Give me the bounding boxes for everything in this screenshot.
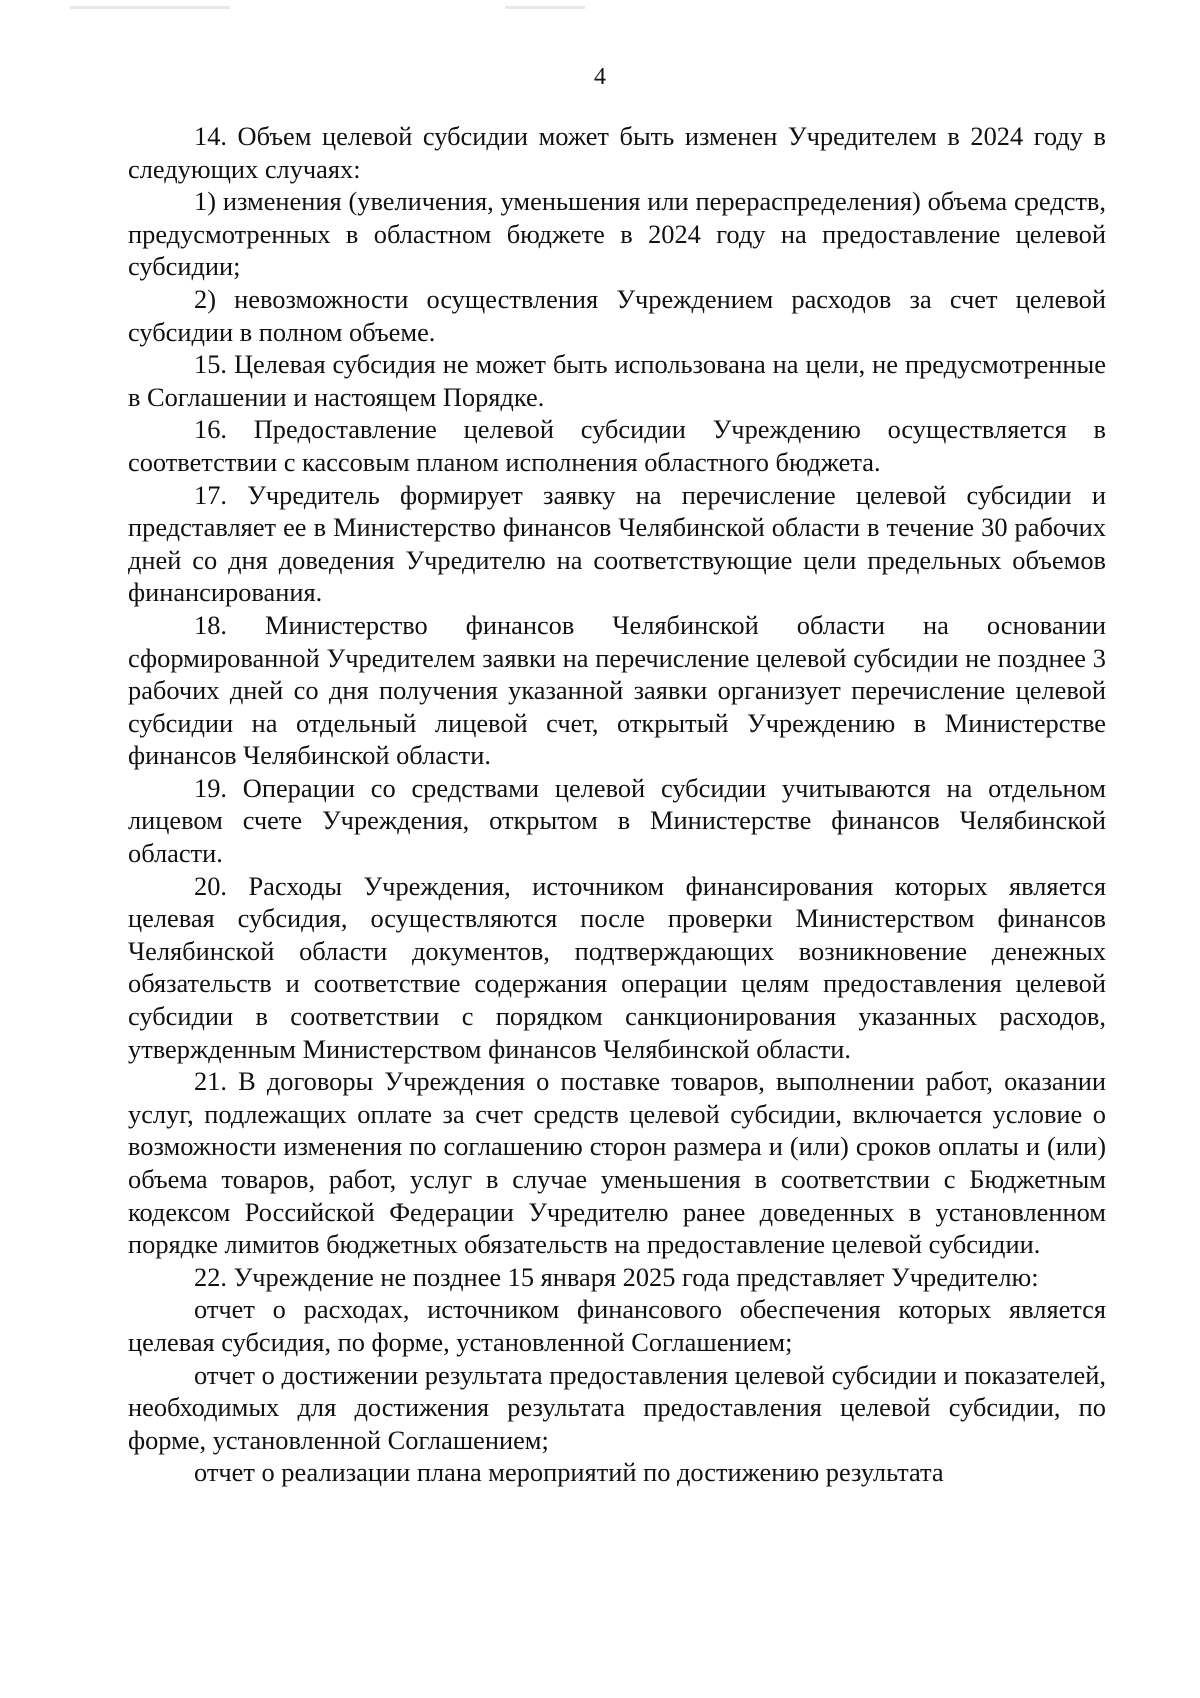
paragraph: 1) изменения (увеличения, уменьшения или перераспределения) объема средств, предусмотренных в областном бюджете в 2024 году на предоставление целевой субсидии; (128, 186, 1106, 282)
page-number: 4 (594, 64, 606, 90)
paragraph: 20. Расходы Учреждения, источником финансирования которых является целевая субсидия, осуществляются после проверки Министерством финансов Челябинской области документов, подтверждающих возникновение денежных обязательств и соответствие содержания операции целям предоставления целевой субсидии в соответствии с порядком санкционирования указанных расходов, утвержденным Министерством финансов Челябинской области. (128, 870, 1106, 1064)
paragraph: 2) невозможности осуществления Учреждением расходов за счет целевой субсидии в полном объеме. (128, 283, 1106, 347)
paragraph: 17. Учредитель формирует заявку на перечисление целевой субсидии и представляет ее в Министерство финансов Челябинской области в течение 30 рабочих дней со дня доведения Учредителю на соответствующие цели предельных объемов финансирования. (128, 479, 1106, 608)
scan-artifact (70, 6, 230, 9)
paragraph: отчет о реализации плана мероприятий по достижению результата (194, 1457, 944, 1488)
paragraph: 21. В договоры Учреждения о поставке товаров, выполнении работ, оказании услуг, подлежащих оплате за счет средств целевой субсидии, включается условие о возможности изменения по соглашению сторон размера и (или) сроков оплаты и (или) объема товаров, работ, услуг в случае уменьшения в соответствии с Бюджетным кодексом Российской Федерации Учредителю ранее доведенных в установленном порядке лимитов бюджетных обязательств на предоставление целевой субсидии. (128, 1066, 1106, 1260)
paragraph: 14. Объем целевой субсидии может быть изменен Учредителем в 2024 году в следующих случаях: (128, 121, 1106, 184)
paragraph: отчет о достижении результата предоставления целевой субсидии и показателей, необходимых для достижения результата предоставления целевой субсидии, по форме, установленной Соглашением; (128, 1359, 1106, 1455)
paragraph: 16. Предоставление целевой субсидии Учреждению осуществляется в соответствии с кассовым планом исполнения областного бюджета. (128, 414, 1106, 477)
document-body (128, 120, 1106, 1489)
paragraph: 19. Операции со средствами целевой субсидии учитываются на отдельном лицевом счете Учреждения, открытом в Министерстве финансов Челябинской области. (128, 772, 1106, 869)
scan-artifact (505, 6, 585, 9)
paragraph: отчет о расходах, источником финансового обеспечения которых является целевая субсидия, по форме, установленной Соглашением; (128, 1294, 1106, 1357)
paragraph: 22. Учреждение не позднее 15 января 2025 года представляет Учредителю: (194, 1261, 1039, 1292)
paragraph: 15. Целевая субсидия не может быть использована на цели, не предусмотренные в Соглашении и настоящем Порядке. (128, 349, 1106, 412)
paragraph: 18. Министерство финансов Челябинской области на основании сформированной Учредителем заявки на перечисление целевой субсидии не позднее 3 рабочих дней со дня получения указанной заявки организует перечисление целевой субсидии на отдельный лицевой счет, открытый Учреждению в Министерстве финансов Челябинской области. (128, 609, 1106, 771)
